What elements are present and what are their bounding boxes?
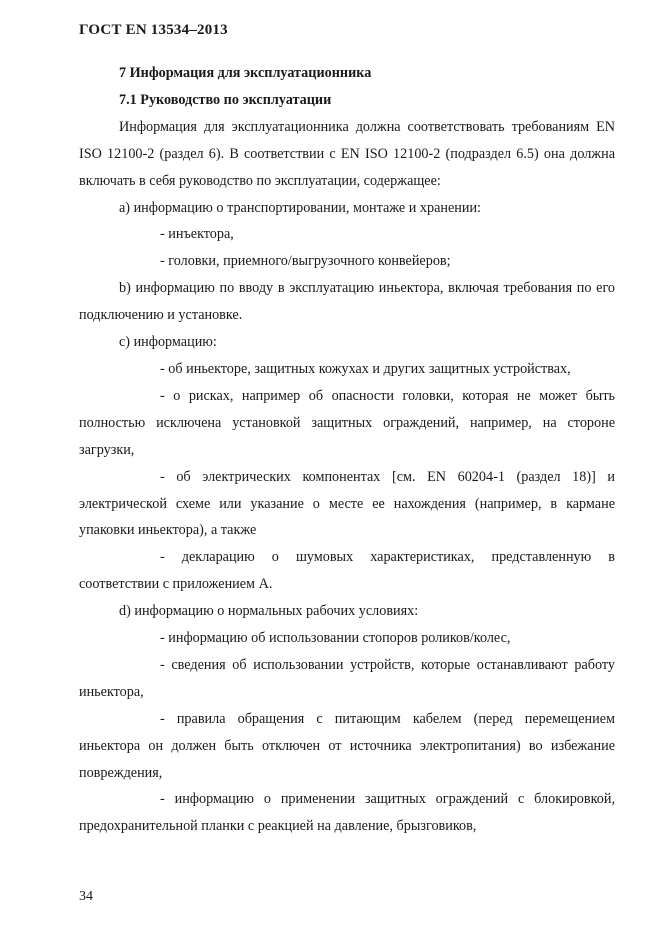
document-header: ГОСТ EN 13534–2013 xyxy=(79,22,228,38)
list-item-a: a) информацию о транспортировании, монтаже и хранении: xyxy=(119,199,482,216)
list-subitem: - о рисках, например об опасности головки, которая не может быть полностью исключена установкой защитных ограждений, например, на стороне загрузки, xyxy=(79,387,615,458)
document-body xyxy=(79,60,615,840)
subsection-title: 7.1 Руководство по эксплуатации xyxy=(119,91,332,108)
list-subitem: - информацию об использовании стопоров роликов/колес, xyxy=(160,630,511,647)
list-subitem: - инъектора, xyxy=(160,226,234,243)
list-subitem: - об электрических компонентах [см. EN 60204-1 (раздел 18)] и электрической схеме или указание о месте ее нахождения (например, в кармане упаковки иньектора), а также xyxy=(79,468,615,539)
paragraph-intro: Информация для эксплуатационника должна соответствовать требованиям EN ISO 12100-2 (раздел 6). В соответствии с EN ISO 12100-2 (подраздел 6.5) она должна включать в себя руководство по эксплуатации, содержащее: xyxy=(79,118,615,189)
list-subitem: - головки, приемного/выгрузочного конвейеров; xyxy=(160,253,451,270)
list-item-c: c) информацию: xyxy=(119,334,217,351)
list-subitem: - правила обращения с питающим кабелем (перед перемещением иньектора он должен быть отключен от источника электропитания) во избежание повреждения, xyxy=(79,710,615,781)
section-title: 7 Информация для эксплуатационника xyxy=(119,65,372,81)
list-subitem: - сведения об использовании устройств, которые останавливают работу иньектора, xyxy=(79,656,615,700)
page-number: 34 xyxy=(79,889,93,904)
list-subitem: - декларацию о шумовых характеристиках, представленную в соответствии с приложением А. xyxy=(79,549,615,593)
list-subitem: - об иньекторе, защитных кожухах и других защитных устройствах, xyxy=(160,360,571,377)
list-item-d: d) информацию о нормальных рабочих условиях: xyxy=(119,603,419,620)
list-subitem: - информацию о применении защитных ограждений с блокировкой, предохранительной планки с реакцией на давление, брызговиков, xyxy=(79,791,615,835)
list-item-b: b) информацию по вводу в эксплуатацию иньектора, включая требования по его подключению и установке. xyxy=(79,280,615,324)
